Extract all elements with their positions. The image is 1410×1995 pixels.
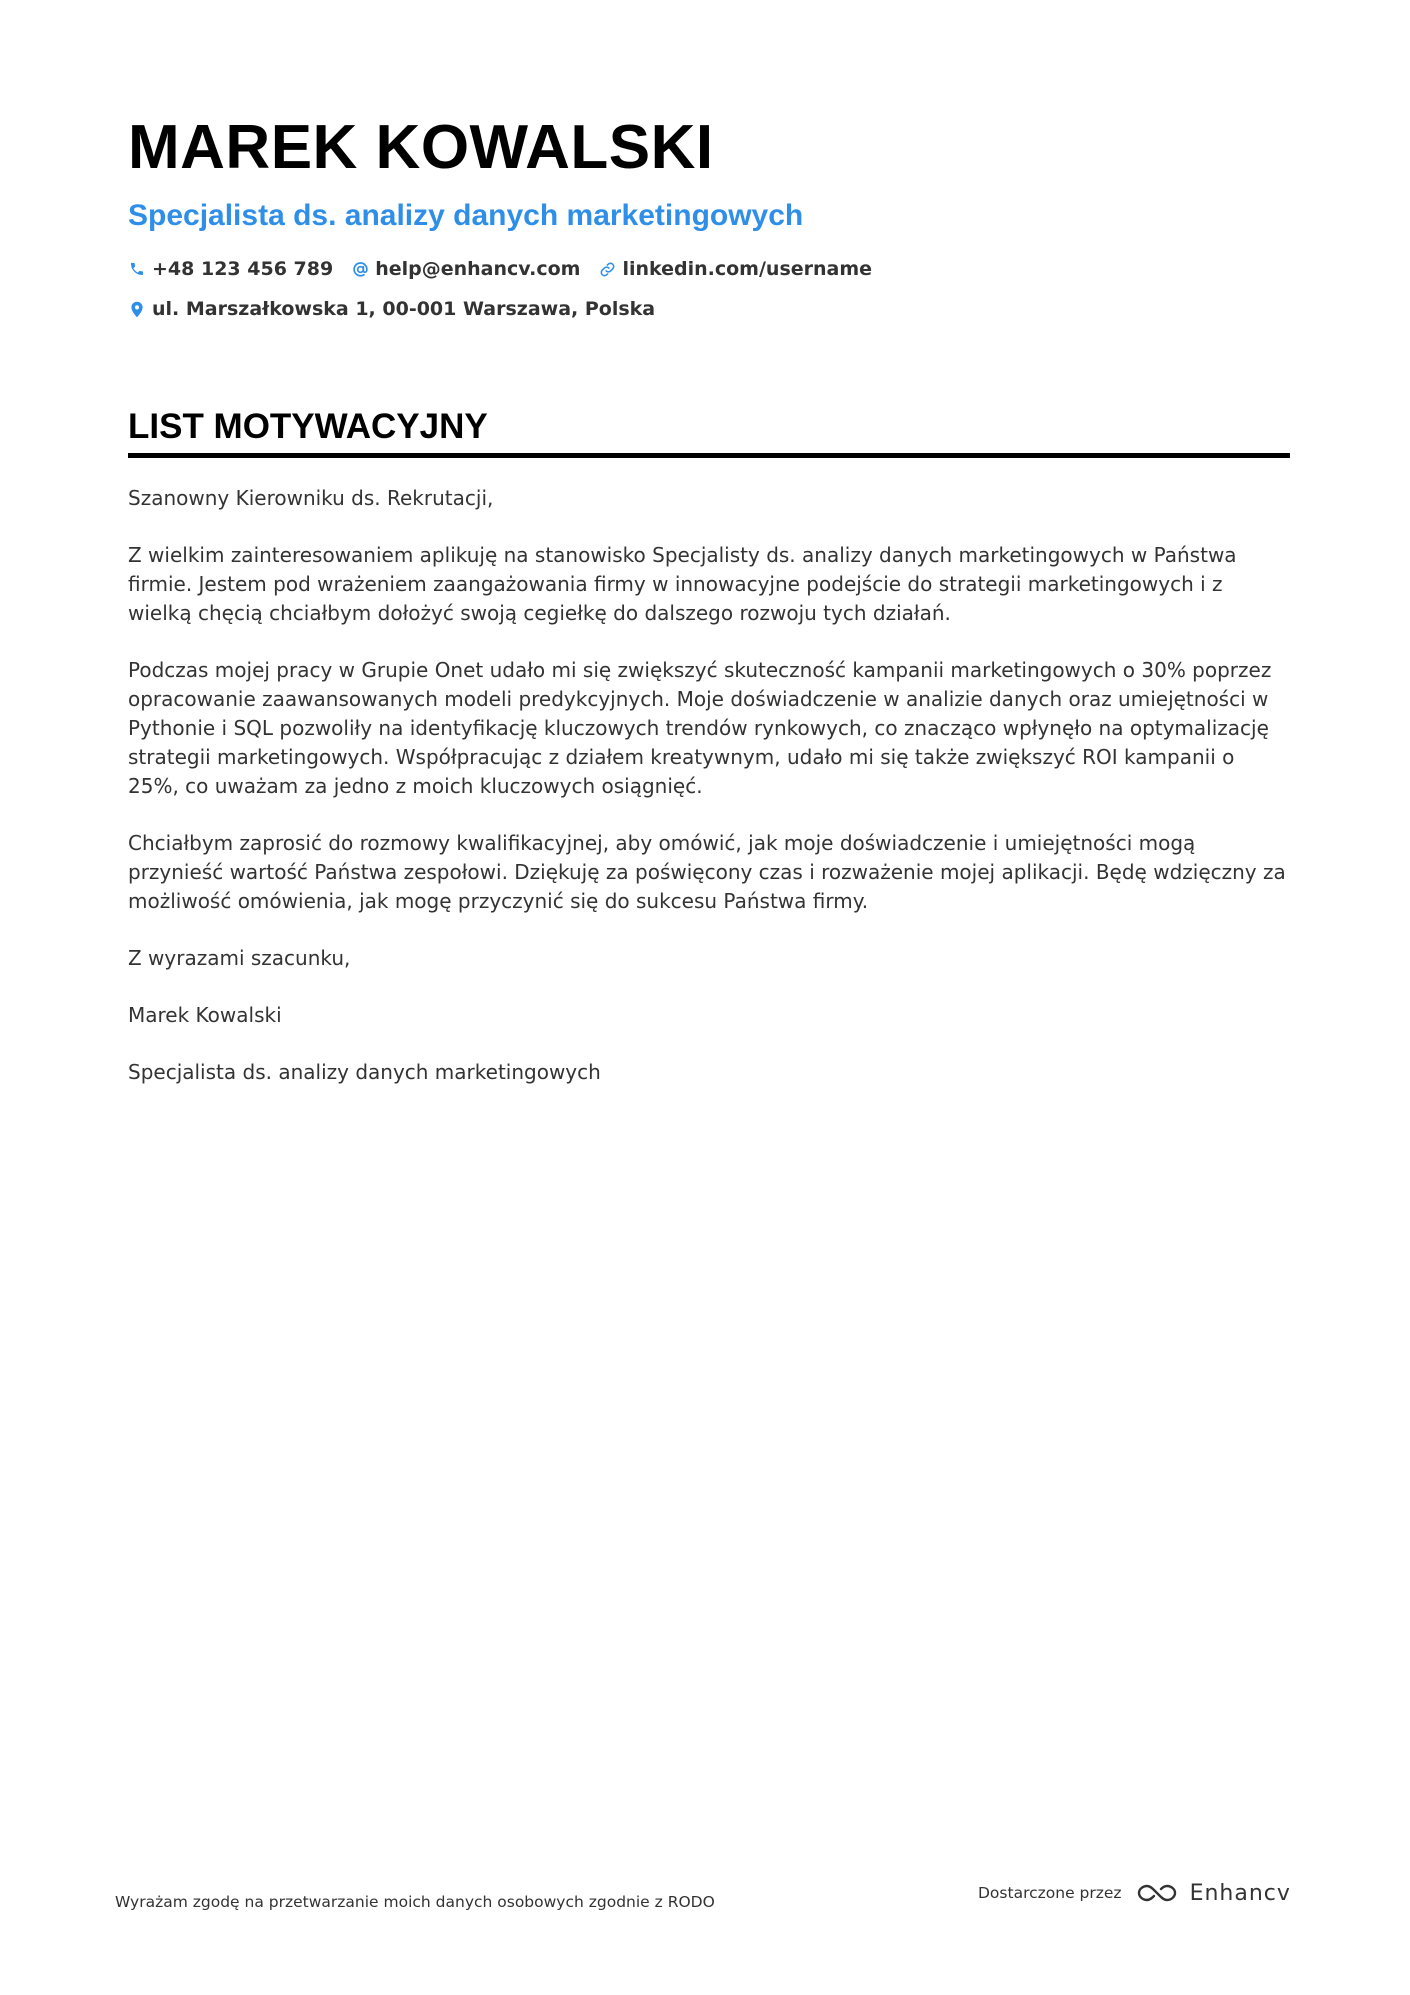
at-icon xyxy=(351,260,369,278)
signature-role: Specjalista ds. analizy danych marketingowych xyxy=(128,1060,601,1084)
phone-text: +48 123 456 789 xyxy=(152,258,334,280)
candidate-name: MAREK KOWALSKI xyxy=(128,113,714,182)
letter-paragraph: Z wielkim zainteresowaniem aplikuję na stanowisko Specjalisty ds. analizy danych marketingowych w Państwa firmie. Jestem pod wrażeniem zaangażowania firmy w innowacyjne podejście do strategii marketingowych i z wielką chęcią chciałbym dołożyć swoją cegiełkę do dalszego rozwoju tych działań. xyxy=(128,543,1237,625)
enhancv-logo-icon xyxy=(1134,1880,1180,1906)
header xyxy=(128,108,1290,322)
contact-row-primary xyxy=(128,256,1290,282)
gdpr-consent: Wyrażam zgodę na przetwarzanie moich danych osobowych zgodnie z RODO xyxy=(115,1893,715,1911)
signature-name: Marek Kowalski xyxy=(128,1003,282,1027)
phone-icon xyxy=(128,260,146,278)
link-icon xyxy=(598,260,616,278)
letter-paragraph: Chciałbym zaprosić do rozmowy kwalifikacyjnej, aby omówić, jak moje doświadczenie i umiejętności mogą przynieść wartość Państwa zespołowi. Dziękuję za poświęcony czas i rozważenie mojej aplikacji. Będę wdzięczny za możliwość omówienia, jak mogę przyczynić się do sukcesu Państwa firmy. xyxy=(128,831,1286,913)
contact-email xyxy=(351,258,580,280)
letter-body xyxy=(128,484,1290,1087)
email-text[interactable]: help@enhancv.com xyxy=(375,258,581,280)
letter-paragraph: Podczas mojej pracy w Grupie Onet udało mi się zwiększyć skuteczność kampanii marketingowych o 30% poprzez opracowanie zaawansowanych modeli predykcyjnych. Moje doświadczenie w analizie danych oraz umiejętności w Pythonie i SQL pozwoliły na identyfikację kluczowych trendów rynkowych, co znacząco wpłynęło na optymalizację strategii marketingowych. Współpracując z działem kreatywnym, udało mi się także zwiększyć ROI kampanii o 25%, co uważam za jedno z moich kluczowych osiągnięć. xyxy=(128,658,1272,798)
contact-address xyxy=(128,298,655,320)
letter-greeting: Szanowny Kierowniku ds. Rekrutacji, xyxy=(128,486,494,510)
address-text: ul. Marszałkowska 1, 00-001 Warszawa, Polska xyxy=(152,298,656,320)
section-title: LIST MOTYWACYJNY xyxy=(128,407,488,446)
section-divider xyxy=(128,453,1290,458)
brand-name: Enhancv xyxy=(1189,1880,1291,1906)
candidate-role: Specjalista ds. analizy danych marketingowych xyxy=(128,199,804,232)
contact-phone xyxy=(128,258,333,280)
letter-closing: Z wyrazami szacunku, xyxy=(128,946,351,970)
contact-linkedin xyxy=(598,258,872,280)
location-pin-icon xyxy=(128,300,146,318)
contact-row-secondary xyxy=(128,296,1290,322)
cover-letter-section xyxy=(128,405,1290,1115)
powered-by-label: Dostarczone przez xyxy=(978,1884,1122,1902)
linkedin-text[interactable]: linkedin.com/username xyxy=(622,258,873,280)
powered-by[interactable] xyxy=(978,1880,1291,1906)
